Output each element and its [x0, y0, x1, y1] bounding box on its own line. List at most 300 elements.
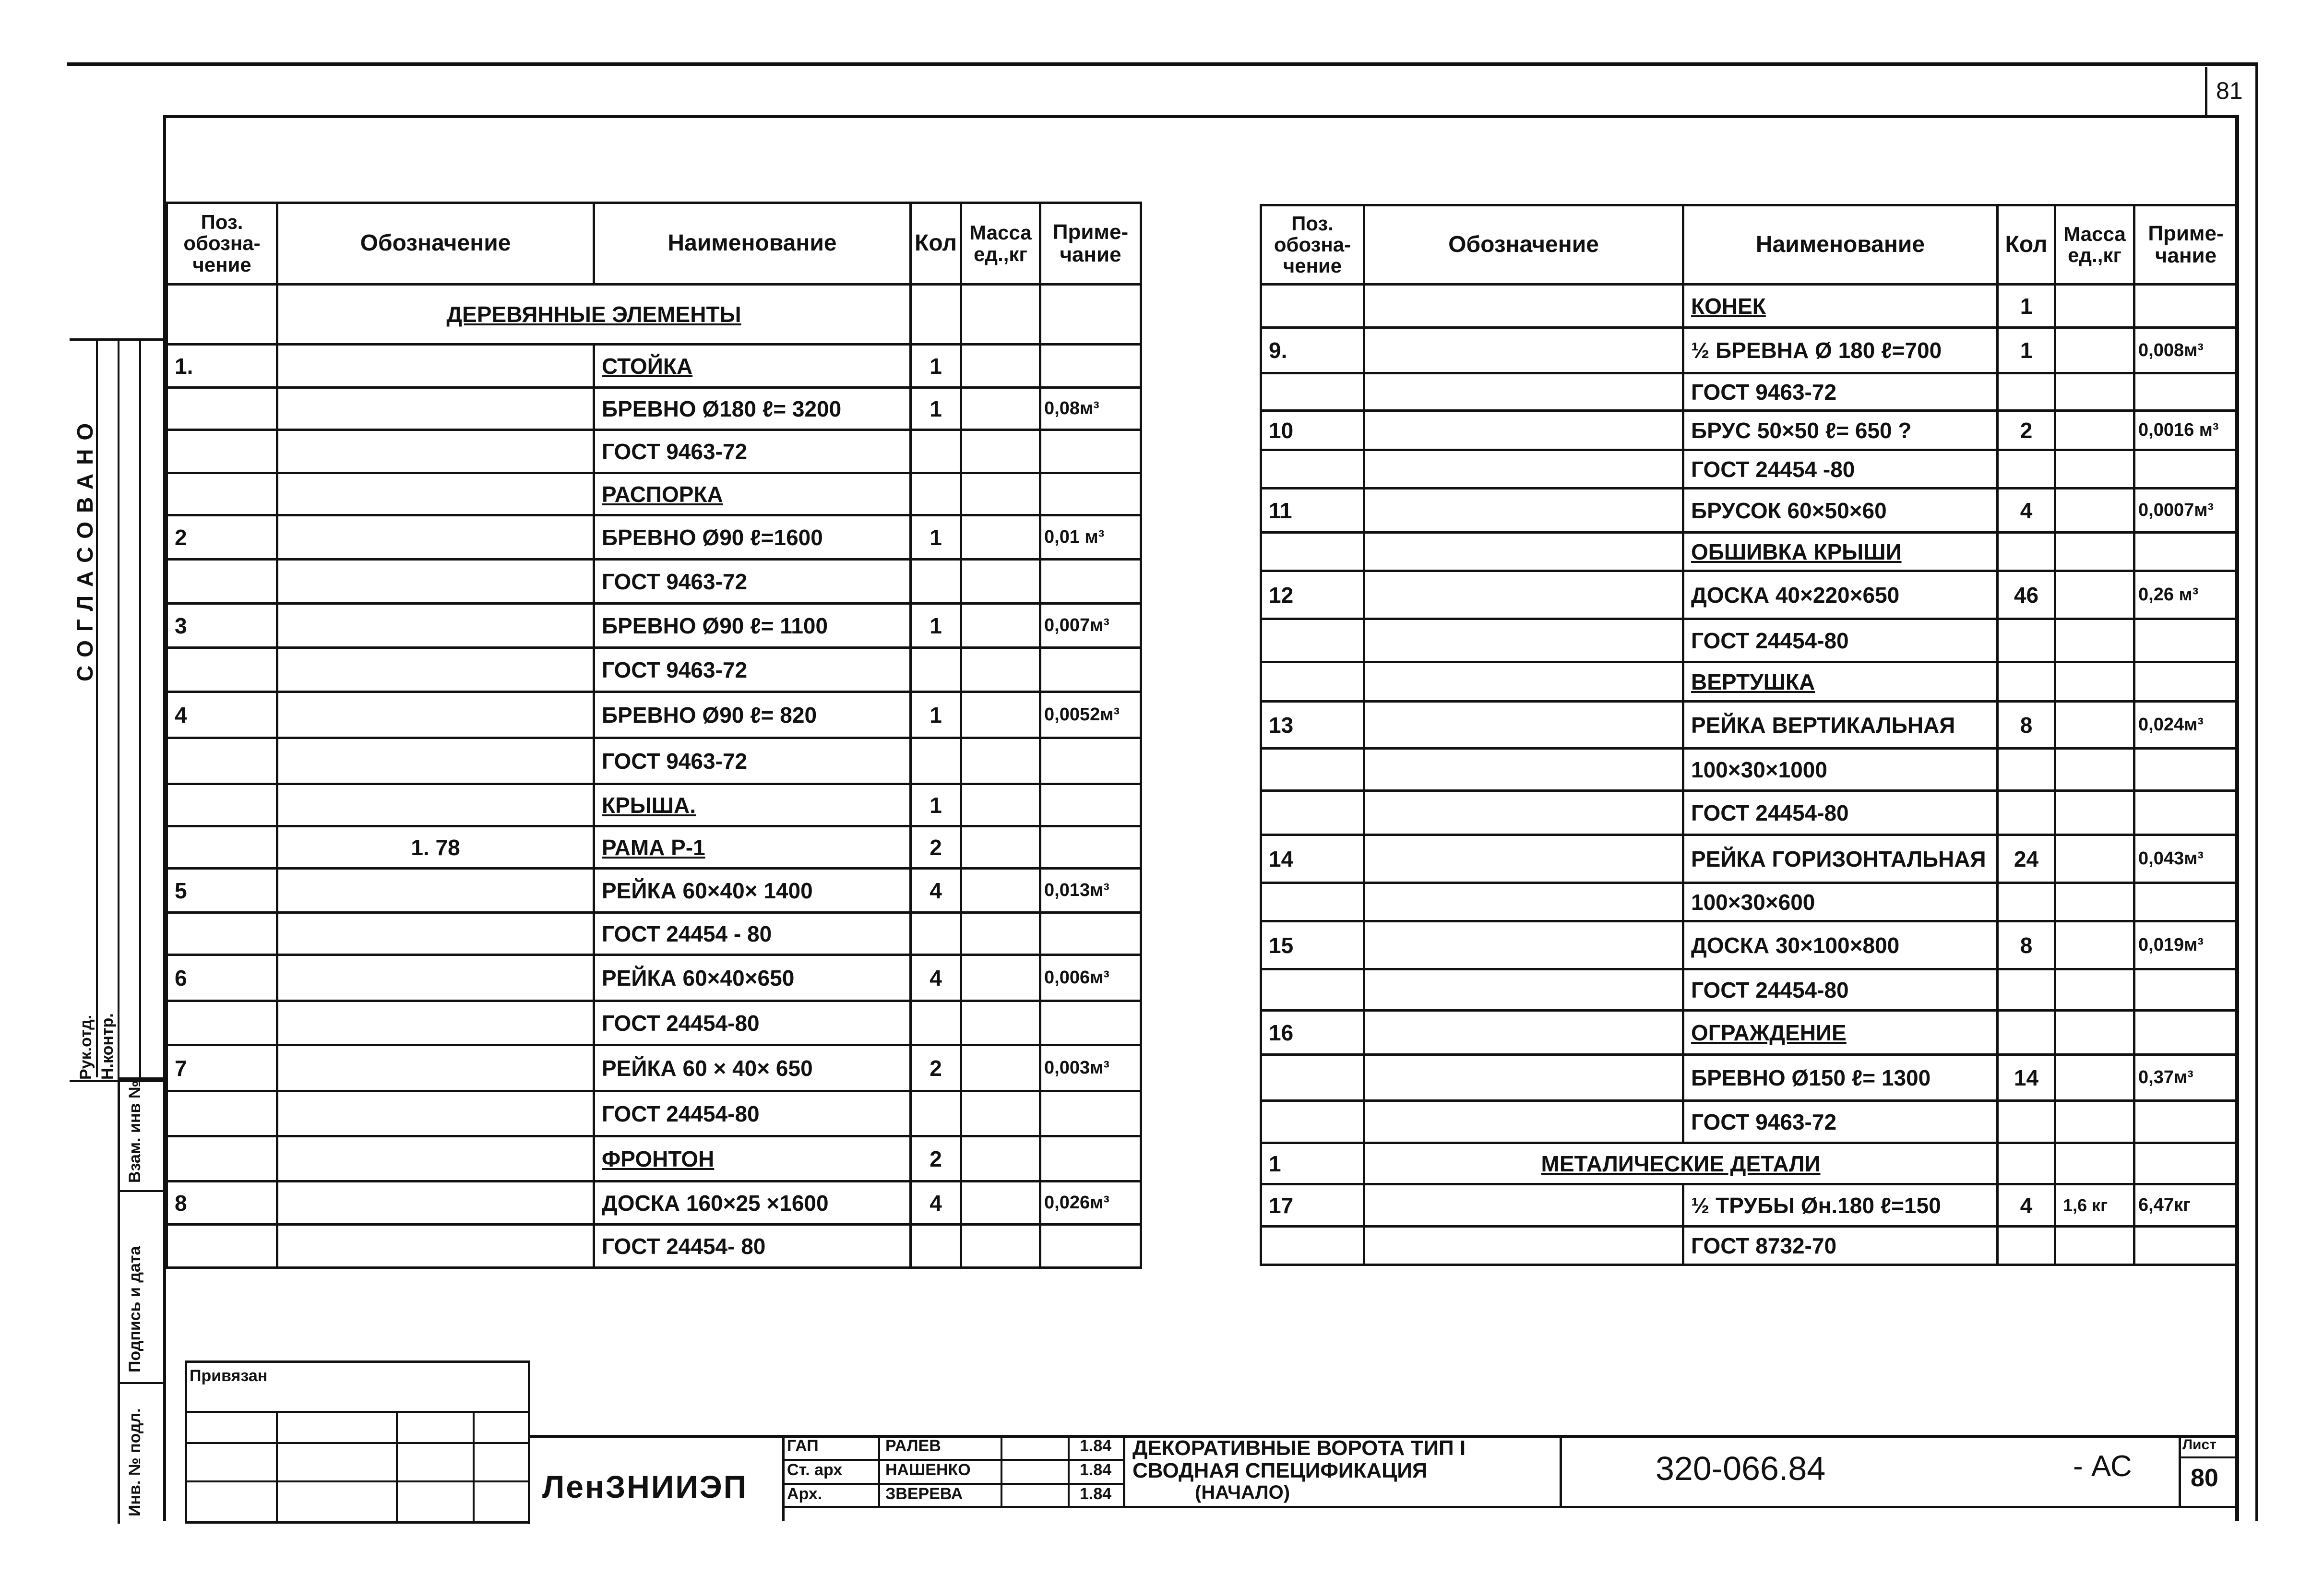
- name-cell: БРЕВНО Ø90 ℓ= 1100: [594, 604, 911, 648]
- table-row: [1261, 1101, 2238, 1143]
- sig2-label: Н.контр.: [98, 1013, 117, 1080]
- mass-cell: [2055, 489, 2134, 533]
- note-cell: [1040, 473, 1141, 515]
- note-cell: [1040, 1136, 1141, 1181]
- designation-cell: [277, 388, 594, 430]
- pos-cell: [167, 738, 277, 784]
- pos-cell: 2: [167, 515, 277, 560]
- note-cell: 0,01 м³: [1040, 515, 1141, 560]
- section-code: - АС: [2073, 1450, 2132, 1483]
- mass-cell: [961, 1181, 1040, 1225]
- attached-h3: [185, 1480, 528, 1482]
- note-cell: [2134, 533, 2238, 571]
- pos-cell: [167, 430, 277, 473]
- designation-cell: [277, 1181, 594, 1225]
- role-name: ЗВЕРЕВА: [885, 1485, 963, 1503]
- mass-cell: [961, 560, 1040, 604]
- name-cell: ГОСТ 9463-72: [594, 738, 911, 784]
- qty-cell: 4: [911, 1181, 961, 1225]
- name-cell: ДОСКА 30×100×800: [1683, 921, 1998, 969]
- table-row: [1261, 791, 2238, 835]
- role-name: РАЛЕВ: [885, 1437, 941, 1455]
- pos-cell: 3: [167, 604, 277, 648]
- note-cell: 0,019м³: [2134, 921, 2238, 969]
- pos-cell: [167, 1091, 277, 1136]
- left-header-row: [167, 203, 1141, 285]
- role-label: ГАП: [787, 1437, 819, 1455]
- mass-cell: [961, 515, 1040, 560]
- pos-cell: [167, 285, 277, 345]
- mass-cell: [2055, 791, 2134, 835]
- qty-cell: [1998, 969, 2055, 1011]
- name-cell: БРУСОК 60×50×60: [1683, 489, 1998, 533]
- name-cell: ФРОНТОН: [594, 1136, 911, 1181]
- table-row: [1261, 835, 2238, 883]
- designation-cell: [277, 869, 594, 913]
- right-header-row: [1261, 205, 2238, 285]
- attached-h1: [185, 1411, 528, 1413]
- designation-cell: [1364, 619, 1683, 662]
- note-cell: [1040, 738, 1141, 784]
- table-row: [1261, 883, 2238, 921]
- pos-cell: [1261, 533, 1364, 571]
- role-date: 1.84: [1080, 1461, 1112, 1479]
- note-cell: [1040, 913, 1141, 955]
- table-row: [1261, 1143, 2238, 1184]
- qty-cell: 1: [911, 692, 961, 738]
- name-cell: ОБШИВКА КРЫШИ: [1683, 533, 1998, 571]
- designation-cell: [1364, 791, 1683, 835]
- pos-cell: [167, 648, 277, 692]
- sig1-label: Рук.отд.: [77, 1014, 95, 1080]
- document-code: 320-066.84: [1656, 1450, 1826, 1487]
- header-designation: Обозначение: [1364, 205, 1683, 285]
- pos-cell: [1261, 662, 1364, 702]
- designation-cell: [1364, 749, 1683, 791]
- designation-cell: [1364, 1227, 1683, 1265]
- attached-v1: [276, 1411, 278, 1521]
- qty-cell: 1: [911, 345, 961, 388]
- designation-cell: [277, 738, 594, 784]
- qty-cell: 1: [911, 784, 961, 826]
- qty-cell: [911, 285, 961, 345]
- table-row: [167, 1045, 1141, 1091]
- name-cell: РЕЙКА ВЕРТИКАЛЬНАЯ: [1683, 702, 1998, 749]
- note-cell: [1040, 1225, 1141, 1268]
- tb-v-sheet: [2179, 1435, 2181, 1507]
- table-row: [167, 738, 1141, 784]
- note-cell: [2134, 450, 2238, 489]
- note-cell: 0,003м³: [1040, 1045, 1141, 1091]
- note-cell: 0,006м³: [1040, 955, 1141, 1001]
- mass-cell: [2055, 411, 2134, 450]
- designation-cell: [277, 345, 594, 388]
- table-row: [1261, 1184, 2238, 1227]
- note-cell: 0,013м³: [1040, 869, 1141, 913]
- mass-cell: [961, 285, 1040, 345]
- mass-cell: [2055, 702, 2134, 749]
- mass-cell: [961, 738, 1040, 784]
- inv-no-label: Инв. № подл.: [126, 1408, 144, 1516]
- table-row: [1261, 533, 2238, 571]
- stamp-divider-2: [118, 338, 119, 1077]
- attached-h2: [185, 1442, 528, 1444]
- table-row: [1261, 921, 2238, 969]
- name-cell: ДОСКА 40×220×650: [1683, 571, 1998, 619]
- signature-date-label: Подпись и дата: [126, 1246, 144, 1372]
- note-cell: [2134, 373, 2238, 411]
- table-row: [167, 648, 1141, 692]
- name-cell: ГОСТ 24454-80: [1683, 791, 1998, 835]
- mass-cell: [961, 692, 1040, 738]
- table-row: [1261, 571, 2238, 619]
- tb-h-r3: [782, 1506, 2236, 1508]
- pos-cell: 6: [167, 955, 277, 1001]
- title-line-1: ДЕКОРАТИВНЫЕ ВОРОТА ТИП I: [1132, 1436, 1466, 1460]
- name-cell: ½ БРЕВНА Ø 180 ℓ=700: [1683, 328, 1998, 373]
- pos-cell: [1261, 883, 1364, 921]
- note-cell: [1040, 285, 1141, 345]
- note-cell: [2134, 662, 2238, 702]
- tb-v-title: [1560, 1435, 1562, 1507]
- name-cell: ГОСТ 24454-80: [594, 1091, 911, 1136]
- tb-h-sheet: [2179, 1456, 2236, 1458]
- pos-cell: 5: [167, 869, 277, 913]
- designation-cell: [277, 1225, 594, 1268]
- mass-cell: [2055, 1101, 2134, 1143]
- qty-cell: [1998, 662, 2055, 702]
- table-row: [167, 692, 1141, 738]
- designation-cell: [1364, 1055, 1683, 1101]
- note-cell: [2134, 969, 2238, 1011]
- designation-cell: 1. 78: [277, 826, 594, 869]
- pos-cell: [1261, 450, 1364, 489]
- designation-cell: [277, 560, 594, 604]
- name-cell: КОНЕК: [1683, 285, 1998, 328]
- header-note: Приме- чание: [2134, 205, 2238, 285]
- note-cell: [2134, 1143, 2238, 1184]
- designation-cell: [277, 692, 594, 738]
- table-row: [1261, 411, 2238, 450]
- table-row: [167, 913, 1141, 955]
- mass-cell: [961, 430, 1040, 473]
- designation-cell: [277, 1091, 594, 1136]
- mass-cell: [961, 1136, 1040, 1181]
- mass-cell: [2055, 450, 2134, 489]
- designation-cell: [277, 1001, 594, 1045]
- mass-cell: [2055, 571, 2134, 619]
- header-designation: Обозначение: [277, 203, 594, 285]
- note-cell: [2134, 883, 2238, 921]
- mass-cell: [2055, 1143, 2134, 1184]
- mass-cell: [2055, 1011, 2134, 1055]
- qty-cell: [911, 560, 961, 604]
- mass-cell: [2055, 921, 2134, 969]
- top-line: [67, 62, 2255, 66]
- sheet-number: 80: [2191, 1464, 2218, 1492]
- designation-cell: [277, 913, 594, 955]
- pos-cell: 8: [167, 1181, 277, 1225]
- qty-cell: 46: [1998, 571, 2055, 619]
- note-cell: 6,47кг: [2134, 1184, 2238, 1227]
- pos-cell: 10: [1261, 411, 1364, 450]
- designation-cell: [277, 784, 594, 826]
- table-row: [167, 285, 1141, 345]
- mass-cell: [961, 913, 1040, 955]
- mass-cell: [2055, 619, 2134, 662]
- tb-v-date: [1123, 1435, 1125, 1507]
- role-label: Арх.: [787, 1485, 822, 1503]
- pos-cell: [1261, 1227, 1364, 1265]
- name-cell: 100×30×600: [1683, 883, 1998, 921]
- note-cell: [1040, 826, 1141, 869]
- designation-cell: [1364, 328, 1683, 373]
- title-line-3: (НАЧАЛО): [1195, 1482, 1290, 1503]
- pos-cell: [167, 1225, 277, 1268]
- designation-cell: [1364, 1184, 1683, 1227]
- pos-cell: [167, 473, 277, 515]
- header-pos: Поз. обозна- чение: [1261, 205, 1364, 285]
- qty-cell: [1998, 1101, 2055, 1143]
- qty-cell: 8: [1998, 921, 2055, 969]
- table-row: [167, 473, 1141, 515]
- table-row: [167, 515, 1141, 560]
- qty-cell: [1998, 1227, 2055, 1265]
- table-row: [167, 1091, 1141, 1136]
- note-cell: 0,08м³: [1040, 388, 1141, 430]
- attached-v3: [473, 1411, 475, 1521]
- designation-cell: [1364, 883, 1683, 921]
- designation-cell: [1364, 450, 1683, 489]
- pos-cell: 7: [167, 1045, 277, 1091]
- table-row: [1261, 1011, 2238, 1055]
- pos-cell: [1261, 791, 1364, 835]
- title-line-2: СВОДНАЯ СПЕЦИФИКАЦИЯ: [1132, 1459, 1428, 1482]
- name-cell: РЕЙКА ГОРИЗОНТАЛЬНАЯ: [1683, 835, 1998, 883]
- approval-stamp-text: СОГЛАСОВАНО: [72, 414, 97, 681]
- header-mass: Масса ед.,кг: [961, 203, 1040, 285]
- name-cell: 100×30×1000: [1683, 749, 1998, 791]
- qty-cell: 1: [911, 604, 961, 648]
- note-cell: [2134, 791, 2238, 835]
- qty-cell: 24: [1998, 835, 2055, 883]
- qty-cell: [911, 430, 961, 473]
- mass-cell: [961, 1045, 1040, 1091]
- mass-cell: [2055, 373, 2134, 411]
- designation-cell: [1364, 571, 1683, 619]
- note-cell: [2134, 749, 2238, 791]
- header-name: Наименование: [594, 203, 911, 285]
- name-cell: ГОСТ 24454- 80: [594, 1225, 911, 1268]
- name-cell: БРЕВНО Ø180 ℓ= 3200: [594, 388, 911, 430]
- pos-cell: [167, 826, 277, 869]
- qty-cell: 1: [911, 388, 961, 430]
- qty-cell: 2: [911, 1045, 961, 1091]
- designation-cell: [1364, 969, 1683, 1011]
- section-heading: МЕТАЛИЧЕСКИЕ ДЕТАЛИ: [1364, 1143, 1998, 1184]
- table-row: [1261, 1055, 2238, 1101]
- qty-cell: 4: [911, 955, 961, 1001]
- pos-cell: [167, 784, 277, 826]
- note-cell: 0,007м³: [1040, 604, 1141, 648]
- name-cell: ГОСТ 9463-72: [594, 648, 911, 692]
- role-date: 1.84: [1080, 1437, 1112, 1455]
- name-cell: ГОСТ 9463-72: [594, 430, 911, 473]
- note-cell: [2134, 619, 2238, 662]
- qty-cell: [1998, 749, 2055, 791]
- header-pos: Поз. обозна- чение: [167, 203, 277, 285]
- name-cell: СТОЙКА: [594, 345, 911, 388]
- qty-cell: [1998, 450, 2055, 489]
- replace-inv-label: Взам. инв №: [126, 1080, 144, 1183]
- qty-cell: [911, 1001, 961, 1045]
- tb-v-name: [1001, 1435, 1002, 1507]
- note-cell: [1040, 1091, 1141, 1136]
- qty-cell: 4: [1998, 489, 2055, 533]
- header-mass: Масса ед.,кг: [2055, 205, 2134, 285]
- pos-cell: 14: [1261, 835, 1364, 883]
- frame-top-line: [163, 115, 2236, 118]
- mass-cell: [961, 869, 1040, 913]
- note-cell: [1040, 784, 1141, 826]
- table-row: [1261, 450, 2238, 489]
- table-row: [1261, 702, 2238, 749]
- designation-cell: [1364, 489, 1683, 533]
- mass-cell: [961, 473, 1040, 515]
- qty-cell: [911, 1225, 961, 1268]
- pos-cell: 1.: [167, 345, 277, 388]
- mass-cell: [961, 1001, 1040, 1045]
- designation-cell: [1364, 921, 1683, 969]
- qty-cell: [1998, 791, 2055, 835]
- qty-cell: 1: [911, 515, 961, 560]
- note-cell: [2134, 1101, 2238, 1143]
- mass-cell: [2055, 662, 2134, 702]
- table-row: [167, 345, 1141, 388]
- table-row: [167, 388, 1141, 430]
- qty-cell: 2: [911, 1136, 961, 1181]
- designation-cell: [277, 1136, 594, 1181]
- qty-cell: 4: [1998, 1184, 2055, 1227]
- designation-cell: [1364, 411, 1683, 450]
- right-spec-table: [1260, 204, 2239, 1266]
- table-row: [1261, 749, 2238, 791]
- header-qty: Кол: [911, 203, 961, 285]
- note-cell: [2134, 1011, 2238, 1055]
- pos-cell: [167, 560, 277, 604]
- attached-label: Привязан: [190, 1367, 268, 1385]
- qty-cell: [911, 738, 961, 784]
- note-cell: 0,026м³: [1040, 1181, 1141, 1225]
- pos-cell: [1261, 1101, 1364, 1143]
- pos-cell: [1261, 1055, 1364, 1101]
- name-cell: ВЕРТУШКА: [1683, 662, 1998, 702]
- name-cell: ГОСТ 24454-80: [594, 1001, 911, 1045]
- pos-cell: 15: [1261, 921, 1364, 969]
- mass-cell: [2055, 1227, 2134, 1265]
- qty-cell: [1998, 1011, 2055, 1055]
- name-cell: ГОСТ 9463-72: [1683, 1101, 1998, 1143]
- qty-cell: 1: [1998, 285, 2055, 328]
- qty-cell: [1998, 619, 2055, 662]
- mass-cell: [2055, 883, 2134, 921]
- table-row: [167, 430, 1141, 473]
- designation-cell: [1364, 662, 1683, 702]
- name-cell: БРЕВНО Ø90 ℓ= 820: [594, 692, 911, 738]
- name-cell: ГОСТ 24454 - 80: [594, 913, 911, 955]
- name-cell: РЕЙКА 60×40× 1400: [594, 869, 911, 913]
- mass-cell: [2055, 533, 2134, 571]
- mass-cell: [2055, 1055, 2134, 1101]
- qty-cell: [911, 1091, 961, 1136]
- note-cell: 0,26 м³: [2134, 571, 2238, 619]
- note-cell: [1040, 430, 1141, 473]
- name-cell: РАМА Р-1: [594, 826, 911, 869]
- inv-divider-2: [118, 1382, 166, 1384]
- name-cell: ОГРАЖДЕНИЕ: [1683, 1011, 1998, 1055]
- note-cell: [2134, 1227, 2238, 1265]
- name-cell: ГОСТ 8732-70: [1683, 1227, 1998, 1265]
- note-cell: 0,0016 м³: [2134, 411, 2238, 450]
- name-cell: РЕЙКА 60×40×650: [594, 955, 911, 1001]
- note-cell: 0,0007м³: [2134, 489, 2238, 533]
- table-row: [1261, 328, 2238, 373]
- sheet-box-left: [2205, 67, 2207, 115]
- designation-cell: [277, 1045, 594, 1091]
- table-row: [167, 1225, 1141, 1268]
- pos-cell: 17: [1261, 1184, 1364, 1227]
- table-row: [167, 869, 1141, 913]
- pos-cell: [167, 913, 277, 955]
- note-cell: 0,043м³: [2134, 835, 2238, 883]
- pos-cell: [167, 388, 277, 430]
- table-row: [1261, 1227, 2238, 1265]
- designation-cell: [1364, 1101, 1683, 1143]
- mass-cell: [961, 648, 1040, 692]
- designation-cell: [277, 473, 594, 515]
- note-cell: [1040, 560, 1141, 604]
- qty-cell: 14: [1998, 1055, 2055, 1101]
- qty-cell: 1: [1998, 328, 2055, 373]
- note-cell: 0,024м³: [2134, 702, 2238, 749]
- table-row: [1261, 662, 2238, 702]
- header-name: Наименование: [1683, 205, 1998, 285]
- name-cell: ГОСТ 24454-80: [1683, 619, 1998, 662]
- note-cell: [1040, 1001, 1141, 1045]
- top-sheet-number: 81: [2216, 77, 2243, 104]
- pos-cell: 13: [1261, 702, 1364, 749]
- table-row: [167, 1136, 1141, 1181]
- designation-cell: [277, 515, 594, 560]
- qty-cell: [911, 473, 961, 515]
- mass-cell: [961, 388, 1040, 430]
- qty-cell: 8: [1998, 702, 2055, 749]
- name-cell: БРЕВНО Ø150 ℓ= 1300: [1683, 1055, 1998, 1101]
- stamp-divider-3: [139, 338, 141, 1077]
- mass-cell: [961, 784, 1040, 826]
- qty-cell: [1998, 883, 2055, 921]
- mass-cell: [2055, 835, 2134, 883]
- name-cell: ДОСКА 160×25 ×1600: [594, 1181, 911, 1225]
- designation-cell: [277, 648, 594, 692]
- table-row: [1261, 969, 2238, 1011]
- table-row: [167, 1001, 1141, 1045]
- qty-cell: [1998, 373, 2055, 411]
- role-name: НАШЕНКО: [885, 1461, 971, 1479]
- mass-cell: [2055, 328, 2134, 373]
- inv-divider-1: [118, 1190, 166, 1192]
- mass-cell: 1,6 кг: [2055, 1184, 2134, 1227]
